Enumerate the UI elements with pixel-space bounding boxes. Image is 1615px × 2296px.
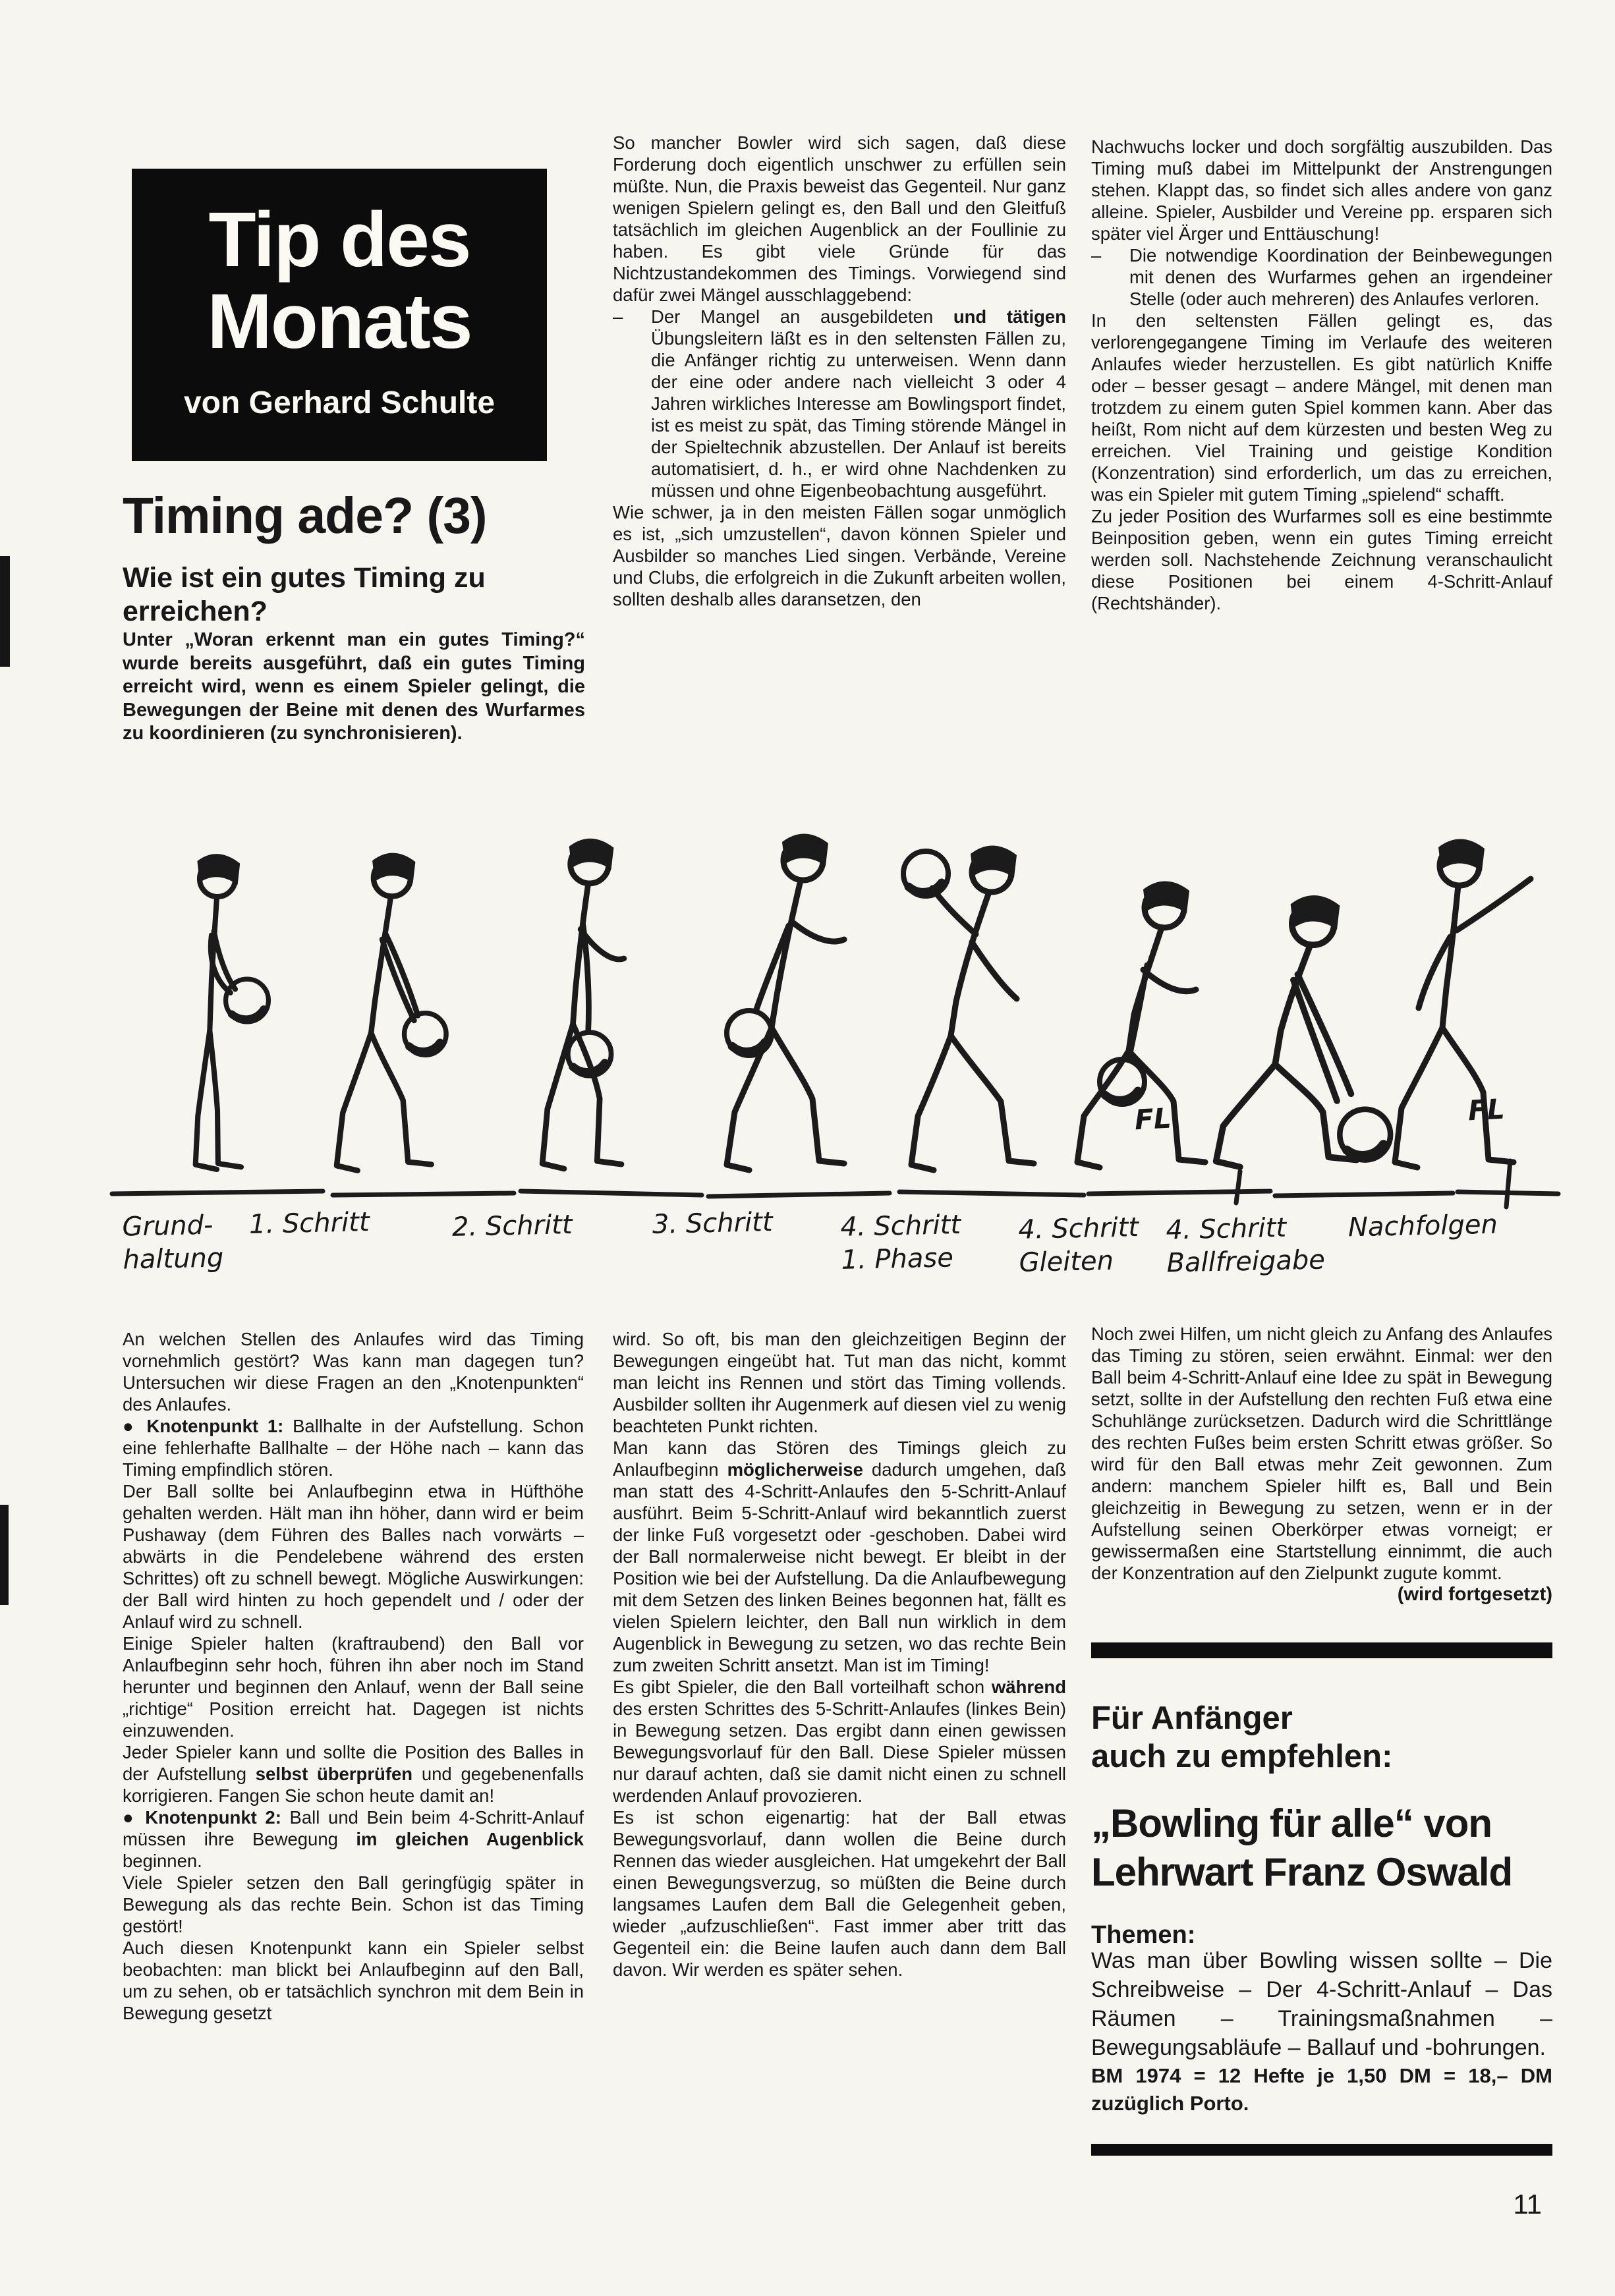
section-divider-bar xyxy=(1091,2144,1552,2156)
figure-caption: Nachfolgen xyxy=(1347,1209,1498,1243)
ad-recommend-heading: Für Anfänger auch zu empfehlen: xyxy=(1091,1700,1393,1774)
bowler-figure-schritt-1 xyxy=(290,818,474,1199)
foul-line-label: FL xyxy=(1133,1102,1172,1136)
body-paragraph: Jeder Spieler kann und sollte die Position des Balles in der Aufstellung selbst überprüfen und gegebenenfalls korrigieren. Fangen Sie schon heute damit an! xyxy=(123,1742,584,1806)
scan-artifact-mark xyxy=(0,1505,9,1605)
body-paragraph: Noch zwei Hilfen, um nicht gleich zu Anfang des Anlaufes das Timing zu stören, seien erwähnt. Einmal: wer den Ball beim 4-Schritt-Anlauf eine Idee zu spät in Bewegung setzt, sollte in der Aufstellung den rechten Fuß etwa eine Schuhlänge zurücksetzen. Dadurch wird die Schrittlänge des rechten Fußes beim ersten Schritt etwas größer. So wird für den Ball etwas mehr Zeit gewonnen. Zum andern: manchem Spieler hilft es, Ball und Bein gleichzeitig in Bewegung zu setzen, wenn er in der Aufstellung seinen Oberkörper etwas vorneigt; er gewissermaßen eine Startstellung einnimmt, die auch der Konzentration auf den Zielpunkt zugute kommt. xyxy=(1091,1324,1552,1583)
body-paragraph: wird. So oft, bis man den gleichzeitigen Beginn der Bewegungen eingeübt hat. Tut man das nicht, kommt man leicht ins Rennen und stört das Timing vollends. Ausbilder sollten ihr Augenmerk auf diesen viel zu wenig beachteten Punkt richten. xyxy=(613,1329,1066,1436)
ad-topics-text: Was man über Bowling wissen sollte – Die Schreibweise – Der 4-Schritt-Anlauf – Das Räumen – Trainingsmaßnahmen – Bewegungsabläufe – Ballauf und -bohrungen. xyxy=(1091,1948,1552,2060)
article-headline: Timing ade? (3) xyxy=(123,488,487,544)
article-subhead: Wie ist ein gutes Timing zu erreichen? xyxy=(123,562,486,627)
list-item-text: Der Mangel an ausgebildeten und tätigen Übungsleitern läßt es in den seltensten Fällen zu, die Anfänger richtig zu unterweisen. Wenn dann der eine oder andere nach vielleicht 3 oder 4 Jahren wirkliches Interesse am Bowlingsport findet, ist es meist zu spät, das Timing störende Mängel in der Spieltechnik abzustellen. Der Anlauf ist bereits automatisiert, d. h., er wird ohne Nachdenken zu müssen und ohne Eigenbeobachtung ausgeführt. xyxy=(651,306,1066,501)
masthead-title-line2: Monats xyxy=(207,278,472,365)
list-dash: – xyxy=(613,306,623,327)
masthead-title-line1: Tip des xyxy=(208,196,470,283)
figure-caption: 4. Schritt Gleiten xyxy=(1018,1212,1139,1278)
masthead-byline: von Gerhard Schulte xyxy=(183,385,496,420)
ad-price-text: BM 1974 = 12 Hefte je 1,50 DM = 18,– DM zuzüglich Porto. xyxy=(1091,2064,1552,2115)
body-paragraph: Viele Spieler setzen den Ball geringfügig später in Bewegung als das rechte Bein. Schon ist das Timing gestört! xyxy=(123,1872,584,1936)
figure-caption: 4. Schritt 1. Phase xyxy=(840,1210,961,1275)
tip-des-monats-box xyxy=(132,169,547,461)
knotenpunkt-2-paragraph: ● Knotenpunkt 2: Ball und Bein beim 4-Schritt-Anlauf müssen ihre Bewegung im gleichen Augenblick beginnen. xyxy=(123,1807,584,1871)
intro-column xyxy=(123,489,585,746)
foul-line-label: FL xyxy=(1467,1092,1506,1127)
body-paragraph: Man kann das Stören des Timings gleich zu Anlaufbeginn möglicherweise dadurch umgehen, daß man statt des 4-Schritt-Anlaufes den 5-Schritt-Anlauf ausführt. Beim 5-Schritt-Anlauf wird bekanntlich zuerst der linke Fuß vorgesetzt oder -geschoben. Dabei wird der Ball normalerweise nicht bewegt. Er bleibt in der Position wie bei der Aufstellung. Da die Anlaufbewegung mit dem Setzen des linken Beines begonnen hat, fällt es vielen Spielern leichter, den Ball nun wirklich in dem Augenblick in Bewegung zu setzen, wo das rechte Bein zum zweiten Schritt ansetzt. Man ist im Timing! xyxy=(613,1438,1066,1675)
body-paragraph: Nachwuchs locker und doch sorgfältig auszubilden. Das Timing muß dabei im Mittelpunkt der Anstrengungen stehen. Klappt das, so findet sich alles andere von ganz alleine. Spieler, Ausbilder und Vereine pp. ersparen sich später viel Ärger und Enttäuschung! xyxy=(1091,136,1552,244)
figure-caption: 2. Schritt xyxy=(451,1210,573,1243)
body-paragraph: Wie schwer, ja in den meisten Fällen sogar unmöglich es ist, „sich umzustellen“, davon können Spieler und Ausbilder so manches Lied singen. Verbände, Vereine und Clubs, die erfolgreich in die Zukunft arbeiten wollen, sollten deshalb alles daransetzen, den xyxy=(613,502,1066,609)
ad-book-title: „Bowling für alle“ von Lehrwart Franz Oswald xyxy=(1091,1801,1513,1894)
figure-caption: 1. Schritt xyxy=(248,1207,370,1240)
bowler-figure-nachfolgen xyxy=(1361,791,1558,1199)
column-1-bottom xyxy=(123,1328,584,2024)
bowler-figure-schritt-3 xyxy=(689,791,886,1199)
list-item xyxy=(613,306,1066,501)
figure-caption: 3. Schritt xyxy=(652,1207,774,1240)
body-paragraph: Es ist schon eigenartig: hat der Ball etwas Bewegungsvorlauf, dann wollen die Beine durch Rennen das wieder ausgleichen. Hat umgekehrt der Ball einen Bewegungsverzug, so müßten die Beine durch langsames Laufen dem Ball die Gelegenheit geben, wieder „aufzuschließen“. Fast immer aber tritt das Gegenteil ein: die Beine laufen auch dann dem Ball davon. Wir werden es später sehen. xyxy=(613,1807,1066,1980)
knotenpunkt-1-paragraph: ● Knotenpunkt 1: Ballhalte in der Aufstellung. Schon eine fehlerhafte Ballhalte – der Höhe nach – kann das Timing empfindlich stören. xyxy=(123,1416,584,1480)
bowler-figure-grundhaltung xyxy=(128,831,306,1199)
page-number: 11 xyxy=(1513,2189,1542,2220)
figure-caption: Grund- haltung xyxy=(122,1210,224,1275)
lead-paragraph: Unter „Woran erkennt man ein gutes Timing?“ wurde bereits ausgeführt, daß ein gutes Timing erreicht wird, wenn es einem Spieler gelingt, die Bewegungen der Beine mit denen des Wurfarmes zu koordinieren (zu synchronisieren). xyxy=(123,629,585,744)
list-dash: – xyxy=(1091,245,1102,266)
list-item xyxy=(1091,244,1552,310)
column-2-bottom xyxy=(613,1328,1066,1980)
body-paragraph: Es gibt Spieler, die den Ball vorteilhaft schon während des ersten Schrittes des 5-Schritt-Anlaufes (linkes Bein) in Bewegung setzen. Das ergibt dann einen gewissen Bewegungsvorlauf für den Ball. Diese Spieler müssen nur darauf achten, daß sie damit nicht einen zu schnell werdenden Anlauf provozieren. xyxy=(613,1677,1066,1806)
illustration-bowler-sequence xyxy=(92,798,1568,1223)
continued-note: (wird fortgesetzt) xyxy=(1397,1584,1552,1605)
body-paragraph: So mancher Bowler wird sich sagen, daß diese Forderung doch eigentlich unschwer zu erfüllen sein müßte. Nun, die Praxis beweist das Gegenteil. Nur ganz wenigen Spielern gelingt es, den Ball und den Gleitfuß tatsächlich im gleichen Augenblick an der Foullinie zu haben. Es gibt viele Gründe für das Nichtzustandekommen des Timings. Vorwiegend sind dafür zwei Mängel ausschlaggebend: xyxy=(613,132,1066,305)
column-3-top xyxy=(1091,136,1552,614)
section-divider-bar xyxy=(1091,1642,1552,1658)
body-paragraph: Zu jeder Position des Wurfarmes soll es eine bestimmte Beinposition geben, wenn ein gutes Timing erreicht werden soll. Nachstehende Zeichnung veranschaulicht diese Positionen bei einem 4-Schritt-Anlauf (Rechtshänder). xyxy=(1091,506,1552,613)
figure-caption: 4. Schritt Ballfreigabe xyxy=(1166,1212,1326,1279)
list-item-text: Die notwendige Koordination der Beinbewegungen mit denen des Wurfarmes gehen an irgendeiner Stelle (oder auch mehreren) des Anlaufes verloren. xyxy=(1129,245,1552,309)
column-2-top xyxy=(613,132,1066,610)
bowler-figure-schritt-2 xyxy=(488,804,679,1199)
ad-topics-label: Themen: xyxy=(1091,1921,1196,1949)
body-paragraph: In den seltensten Fällen gelingt es, das verlorengegangene Timing im Verlaufe des weiteren Anlaufes wieder herzustellen. Es gibt natürlich Kniffe oder – besser gesagt – andere Mängel, mit denen man trotzdem zu einem guten Spiel kommen kann. Aber das heißt, Rom nicht auf dem kürzesten und besten Weg zu erreichen. Viel Training und geistige Kondition (Konzentration) sind erforderlich, um das zu erreichen, was ein Spieler mit gutem Timing „spielend“ schafft. xyxy=(1091,310,1552,505)
body-paragraph: Auch diesen Knotenpunkt kann ein Spieler selbst beobachten: man blickt bei Anlaufbeginn auf den Ball, um zu sehen, ob er tatsächlich synchron mit dem Bein in Bewegung gesetzt xyxy=(123,1938,584,2023)
column-3-bottom xyxy=(1091,1323,1552,2156)
body-paragraph: Einige Spieler halten (kraftraubend) den Ball vor Anlaufbeginn sehr hoch, führen ihn aber noch im Stand herunter und beginnen den Anlauf, wenn der Ball seine „richtige“ Position erreicht hat. Dagegen ist nichts einzuwenden. xyxy=(123,1633,584,1741)
body-paragraph: Der Ball sollte bei Anlaufbeginn etwa in Hüfthöhe gehalten werden. Hält man ihn höher, dann wird er beim Pushaway (dem Führen des Balles nach vorwärts – abwärts in die Pendelebene während des ersten Schrittes) oft zu schnell bewegt. Mögliche Auswirkungen: der Ball wird hinten zu hoch gependelt und / oder der Anlauf wird zu schnell. xyxy=(123,1481,584,1632)
body-paragraph: An welchen Stellen des Anlaufes wird das Timing vornehmlich gestört? Was kann man dagegen tun? Untersuchen wir diese Fragen an den „Knotenpunkten“ des Anlaufes. xyxy=(123,1329,584,1414)
scan-artifact-mark xyxy=(0,556,10,667)
